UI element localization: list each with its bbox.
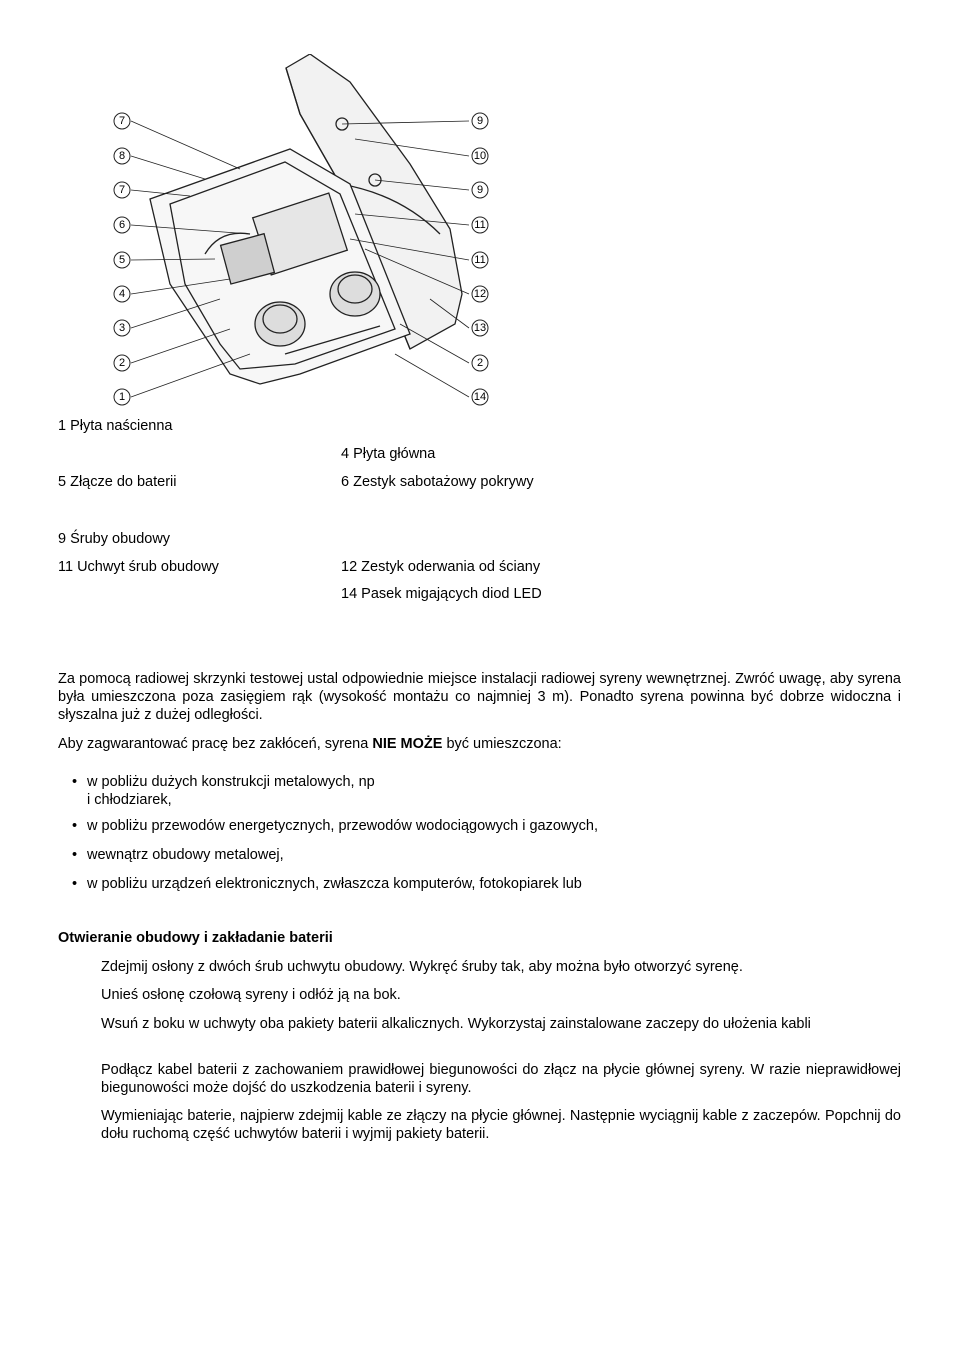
callout-left: 3	[118, 322, 126, 334]
legend-item-6: 6 Zestyk sabotażowy pokrywy	[341, 474, 534, 490]
list-item: • w pobliżu urządzeń elektronicznych, zwłaszcza komputerów, fotokopiarek lub	[58, 875, 901, 893]
warning-text: Aby zagwarantować pracę bez zakłóceń, syrena	[58, 736, 373, 752]
siren-diagram	[110, 54, 490, 410]
callout-right: 9	[476, 184, 484, 196]
step-paragraph: Wsuń z boku w uchwyty oba pakiety baterii alkalicznych. Wykorzystaj zainstalowane zaczepy do ułożenia kabli	[101, 1016, 811, 1032]
list-item: • w pobliżu przewodów energetycznych, przewodów wodociągowych i gazowych,	[58, 817, 901, 835]
warning-paragraph	[58, 735, 901, 753]
callout-right: 11	[474, 254, 486, 266]
callout-left: 6	[118, 219, 126, 231]
legend-item-5: 5 Złącze do baterii	[58, 474, 177, 490]
legend-item-14: 14 Pasek migających diod LED	[341, 586, 542, 602]
callout-right: 11	[474, 219, 486, 231]
callout-left: 5	[118, 254, 126, 266]
placement-list	[58, 773, 901, 893]
step-paragraph: Zdejmij osłony z dwóch śrub uchwytu obudowy. Wykręć śruby tak, aby można było otworzyć syrenę.	[101, 959, 743, 975]
warning-emphasis: NIE MOŻE	[372, 736, 443, 752]
legend-item-9: 9 Śruby obudowy	[58, 531, 171, 547]
callout-left: 7	[118, 184, 126, 196]
legend-item-12: 12 Zestyk oderwania od ściany	[341, 559, 541, 575]
callout-left: 8	[118, 150, 126, 162]
callout-right: 13	[473, 322, 487, 334]
callout-right: 10	[473, 150, 487, 162]
callout-left: 2	[118, 357, 126, 369]
step-paragraph: Unieś osłonę czołową syreny i odłóż ją na bok.	[101, 987, 401, 1003]
callout-left: 1	[118, 391, 126, 403]
callout-right: 9	[476, 115, 484, 127]
siren-drawing	[110, 54, 490, 410]
callout-right: 14	[473, 391, 487, 403]
step-paragraph: Wymieniając baterie, najpierw zdejmij kable ze złączy na płycie głównej. Następnie wyciągnij kable z zaczepów. Popchnij do dołu ruchomą część uchwytów baterii i wyjmij pakiety baterii.	[101, 1108, 901, 1142]
list-item	[58, 773, 901, 809]
legend-item-11: 11 Uchwyt śrub obudowy	[58, 559, 219, 575]
list-item: • wewnątrz obudowy metalowej,	[58, 846, 901, 864]
legend-item-4: 4 Płyta główna	[341, 446, 436, 462]
callout-right: 12	[473, 288, 487, 300]
callout-right: 2	[476, 357, 484, 369]
list-item-text: w pobliżu dużych konstrukcji metalowych, np	[87, 774, 375, 790]
warning-text-end: być umieszczona:	[442, 736, 562, 752]
legend-item-1: 1 Płyta naścienna	[58, 418, 173, 434]
list-item-text-cont: i chłodziarek,	[87, 792, 172, 808]
callout-left: 7	[118, 115, 126, 127]
step-paragraph: Podłącz kabel baterii z zachowaniem prawidłowej biegunowości do złącz na płycie głównej syreny. W razie nieprawidłowej biegunowości może dojść do uszkodzenia baterii i syreny.	[101, 1062, 901, 1096]
callout-left: 4	[118, 288, 126, 300]
intro-paragraph: Za pomocą radiowej skrzynki testowej ustal odpowiednie miejsce instalacji radiowej syreny wewnętrznej. Zwróć uwagę, aby syrena była umieszczona poza zasięgiem rąk (wysokość montażu co najmniej 3 m). Ponadto syrena powinna być dobrze widoczna i słyszalna już z dużej odległości.	[58, 671, 901, 723]
section-heading: Otwieranie obudowy i zakładanie baterii	[58, 930, 333, 946]
